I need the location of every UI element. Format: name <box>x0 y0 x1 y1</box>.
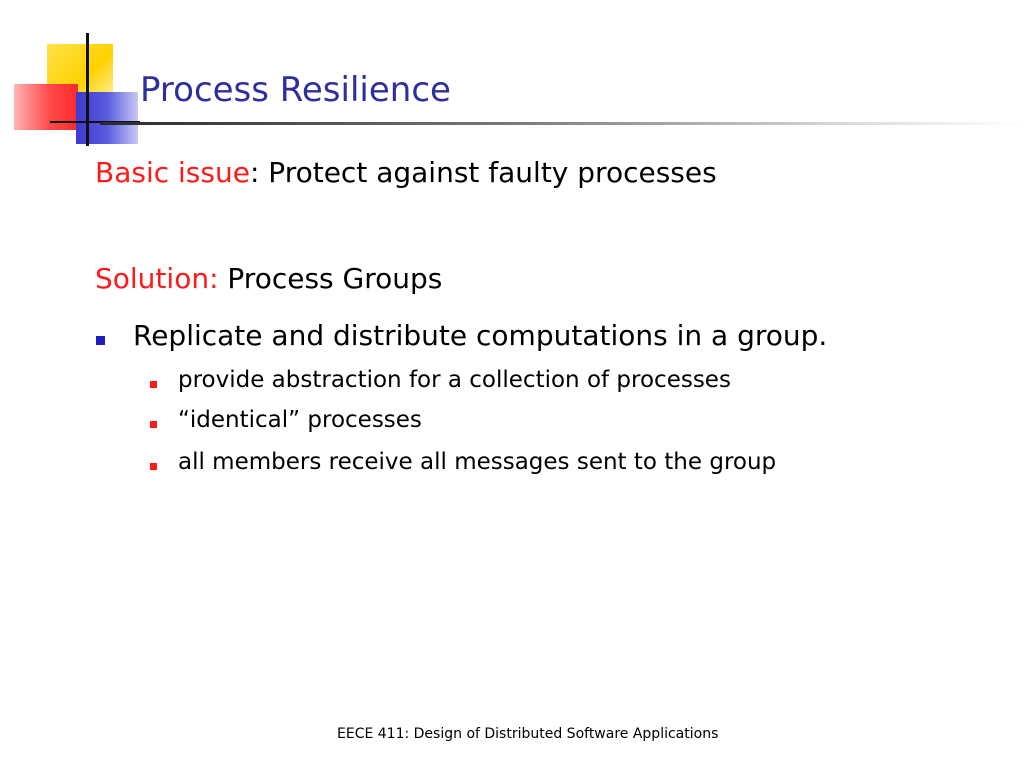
sub-bullet-square-icon <box>150 381 157 388</box>
sub-bullet-item: provide abstraction for a collection of processes <box>178 367 731 393</box>
sub-bullet-square-icon <box>150 463 157 470</box>
solution-line <box>95 262 442 295</box>
title-underline <box>100 122 1024 125</box>
logo-red-square <box>14 84 78 130</box>
basic-issue-label: Basic issue <box>95 156 250 189</box>
bullet-item: Replicate and distribute computations in a group. <box>133 319 828 352</box>
sub-bullet-square-icon <box>150 421 157 428</box>
basic-issue-line <box>95 156 717 189</box>
sub-bullet-item: all members receive all messages sent to the group <box>178 449 777 475</box>
logo-vertical-line <box>86 33 89 146</box>
sub-bullet-item: “identical” processes <box>178 407 422 433</box>
solution-label: Solution: <box>95 262 219 295</box>
bullet-square-icon <box>96 336 105 345</box>
basic-issue-text: : Protect against faulty processes <box>249 156 717 189</box>
slide-title: Process Resilience <box>140 70 451 110</box>
slide-footer: EECE 411: Design of Distributed Software Applications <box>337 726 719 742</box>
solution-text: Process Groups <box>218 262 443 295</box>
decorative-logo-graphic <box>0 0 140 150</box>
